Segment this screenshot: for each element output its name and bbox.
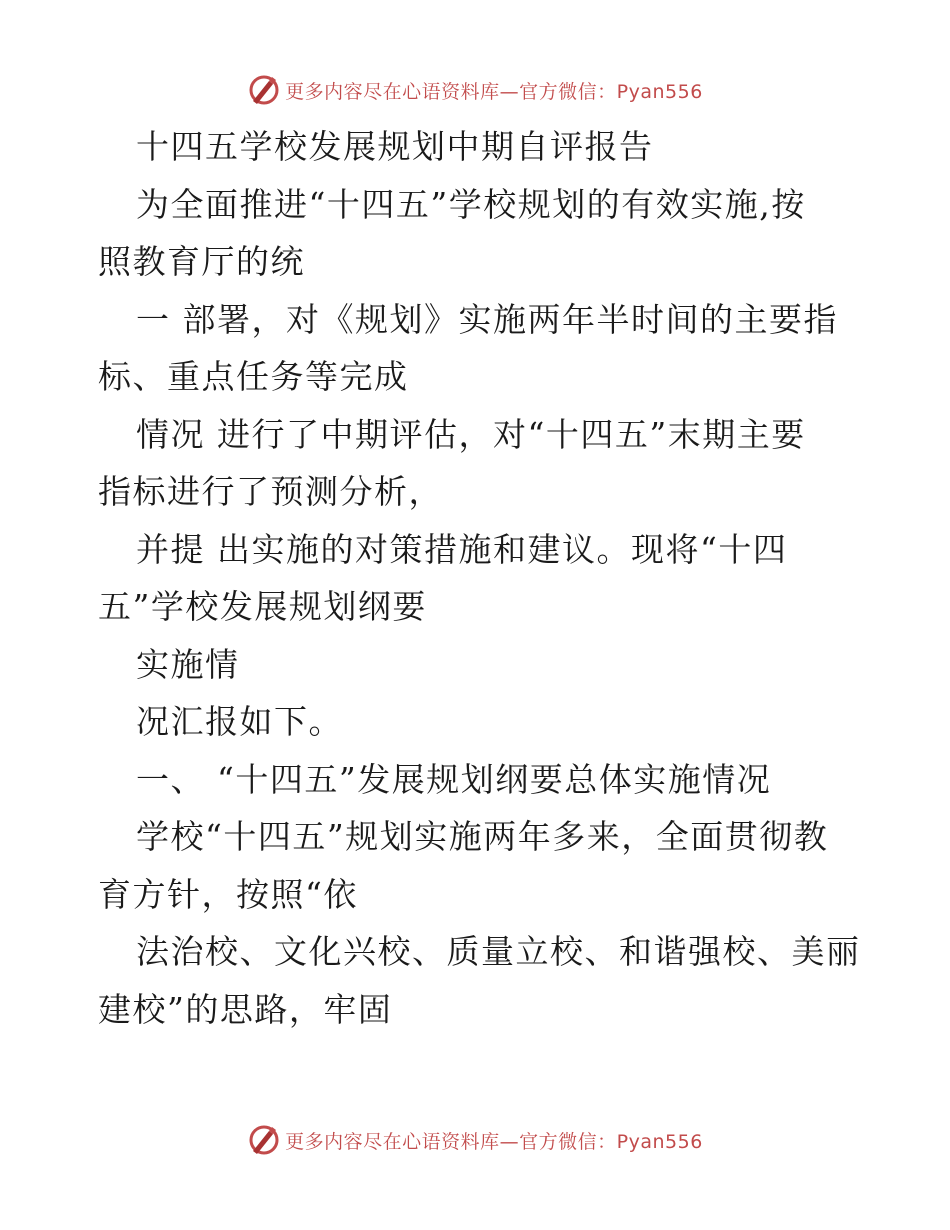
- document-line: 情况 进行了中期评估，对“十四五”末期主要: [136, 414, 806, 454]
- footer-banner: [0, 1120, 950, 1160]
- document-line: 五”学校发展规划纲要: [98, 587, 427, 626]
- document-line: 标、重点任务等完成: [98, 357, 409, 396]
- pen-logo-icon: [247, 73, 281, 107]
- document-line: 法治校、文化兴校、质量立校、和谐强校、美丽: [136, 932, 861, 971]
- document-line: 一、 “十四五”发展规划纲要总体实施情况: [136, 759, 772, 799]
- document-line: 一 部署，对《规划》实施两年半时间的主要指: [136, 299, 838, 339]
- document-line: 建校”的思路，牢固: [98, 989, 393, 1029]
- banner-text: 更多内容尽在心语资料库—官方微信：Pyan556: [285, 1130, 703, 1153]
- document-line: 学校“十四五”规划实施两年多来，全面贯彻教: [136, 817, 829, 856]
- banner-text: 更多内容尽在心语资料库—官方微信：Pyan556: [285, 80, 703, 103]
- document-line: 为全面推进“十四五”学校规划的有效实施,按: [136, 184, 806, 224]
- document-line: 实施情: [136, 644, 240, 684]
- document-body: [98, 118, 868, 1038]
- document-line: 十四五学校发展规划中期自评报告: [136, 127, 654, 166]
- document-line: 指标进行了预测分析，: [98, 472, 443, 511]
- pen-logo-icon: [247, 1123, 281, 1157]
- header-banner: [0, 70, 950, 110]
- document-line: 照教育厅的统: [98, 242, 305, 281]
- document-line: 况汇报如下。: [136, 702, 343, 741]
- document-line: 并提 出实施的对策措施和建议。现将“十四: [136, 529, 788, 569]
- document-line: 育方针，按照“依: [98, 874, 358, 914]
